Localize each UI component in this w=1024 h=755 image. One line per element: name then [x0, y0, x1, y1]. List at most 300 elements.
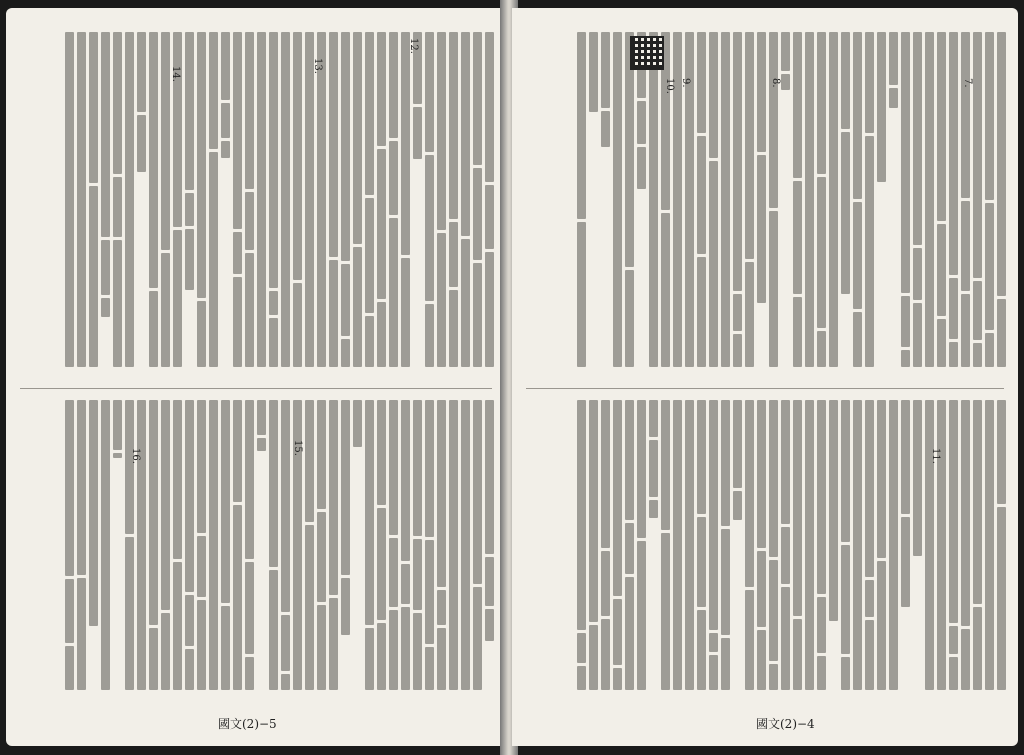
text-column — [937, 32, 946, 377]
question-number: 14. — [170, 66, 181, 82]
text-column — [89, 400, 98, 718]
text-line-placeholder — [793, 400, 802, 616]
text-line-placeholder — [77, 578, 86, 690]
text-line-placeholder — [233, 32, 242, 229]
text-line-placeholder — [685, 400, 694, 690]
text-line-placeholder — [89, 186, 98, 367]
text-column — [161, 32, 170, 377]
text-column — [589, 32, 598, 377]
text-line-placeholder — [721, 638, 730, 690]
text-column — [637, 400, 646, 718]
text-line-placeholder — [329, 598, 338, 690]
text-column — [733, 32, 742, 377]
text-line-placeholder — [377, 508, 386, 620]
text-column — [793, 32, 802, 377]
text-column — [901, 32, 910, 377]
text-line-placeholder — [317, 400, 326, 509]
text-column — [793, 400, 802, 718]
text-column — [961, 400, 970, 718]
text-line-placeholder — [197, 536, 206, 597]
text-column — [613, 400, 622, 718]
text-line-placeholder — [365, 32, 374, 195]
text-column — [485, 32, 494, 377]
right-top-text-columns — [524, 32, 1006, 377]
text-line-placeholder — [281, 32, 290, 367]
text-line-placeholder — [613, 400, 622, 596]
text-column — [757, 400, 766, 718]
text-line-placeholder — [661, 533, 670, 690]
text-column — [805, 400, 814, 718]
text-line-placeholder — [125, 32, 134, 367]
text-line-placeholder — [353, 32, 362, 244]
text-line-placeholder — [461, 239, 470, 367]
text-line-placeholder — [173, 562, 182, 690]
text-line-placeholder — [485, 185, 494, 249]
text-column — [877, 32, 886, 377]
text-column — [745, 400, 754, 718]
text-column — [949, 400, 958, 718]
text-line-placeholder — [209, 152, 218, 367]
text-line-placeholder — [197, 301, 206, 367]
text-line-placeholder — [185, 193, 194, 226]
text-line-placeholder — [341, 264, 350, 336]
text-line-placeholder — [901, 400, 910, 514]
text-line-placeholder — [329, 32, 338, 257]
text-line-placeholder — [673, 400, 682, 690]
text-line-placeholder — [281, 400, 290, 612]
text-line-placeholder — [817, 597, 826, 653]
text-column — [841, 400, 850, 718]
text-line-placeholder — [853, 32, 862, 199]
text-line-placeholder — [245, 32, 254, 189]
text-line-placeholder — [577, 32, 586, 219]
text-line-placeholder — [733, 400, 742, 488]
text-column — [293, 32, 302, 377]
text-line-placeholder — [817, 32, 826, 174]
text-line-placeholder — [949, 626, 958, 654]
text-line-placeholder — [997, 400, 1006, 504]
text-line-placeholder — [757, 630, 766, 690]
text-line-placeholder — [77, 32, 86, 367]
text-line-placeholder — [745, 400, 754, 587]
text-line-placeholder — [709, 32, 718, 158]
text-column — [805, 32, 814, 377]
text-line-placeholder — [473, 400, 482, 584]
text-column — [985, 32, 994, 377]
text-column — [817, 32, 826, 377]
text-line-placeholder — [389, 610, 398, 690]
text-line-placeholder — [161, 253, 170, 367]
text-column — [353, 400, 362, 718]
text-line-placeholder — [949, 342, 958, 367]
text-line-placeholder — [233, 277, 242, 367]
text-line-placeholder — [745, 590, 754, 690]
text-line-placeholder — [997, 32, 1006, 296]
text-line-placeholder — [865, 32, 874, 133]
text-line-placeholder — [389, 218, 398, 367]
text-column — [901, 400, 910, 718]
text-line-placeholder — [341, 400, 350, 575]
text-line-placeholder — [973, 607, 982, 690]
text-line-placeholder — [721, 32, 730, 367]
text-line-placeholder — [485, 32, 494, 182]
text-line-placeholder — [245, 657, 254, 690]
text-line-placeholder — [913, 400, 922, 556]
text-line-placeholder — [449, 222, 458, 287]
text-line-placeholder — [853, 400, 862, 690]
text-line-placeholder — [233, 232, 242, 274]
text-line-placeholder — [257, 32, 266, 367]
text-line-placeholder — [949, 400, 958, 623]
text-line-placeholder — [425, 304, 434, 367]
text-line-placeholder — [281, 615, 290, 671]
text-line-placeholder — [745, 262, 754, 367]
text-line-placeholder — [269, 318, 278, 367]
text-line-placeholder — [101, 240, 110, 295]
text-line-placeholder — [257, 400, 266, 435]
text-column — [721, 32, 730, 377]
text-line-placeholder — [637, 400, 646, 538]
text-column — [745, 32, 754, 377]
text-column — [65, 32, 74, 377]
text-column — [125, 32, 134, 377]
text-line-placeholder — [185, 32, 194, 190]
text-line-placeholder — [329, 260, 338, 367]
text-line-placeholder — [449, 290, 458, 367]
text-line-placeholder — [973, 32, 982, 278]
text-line-placeholder — [985, 400, 994, 690]
text-column — [485, 400, 494, 718]
text-line-placeholder — [721, 400, 730, 526]
text-line-placeholder — [757, 32, 766, 152]
text-line-placeholder — [425, 540, 434, 644]
text-line-placeholder — [733, 334, 742, 367]
text-line-placeholder — [661, 213, 670, 367]
text-line-placeholder — [937, 32, 946, 221]
text-column — [589, 400, 598, 718]
text-line-placeholder — [221, 103, 230, 138]
text-line-placeholder — [985, 333, 994, 367]
text-column — [829, 32, 838, 377]
text-column — [853, 400, 862, 718]
text-line-placeholder — [113, 453, 122, 458]
text-line-placeholder — [661, 400, 670, 530]
text-line-placeholder — [589, 32, 598, 112]
text-line-placeholder — [317, 605, 326, 690]
text-line-placeholder — [649, 400, 658, 437]
text-line-placeholder — [173, 32, 182, 227]
text-line-placeholder — [401, 400, 410, 561]
text-column — [185, 32, 194, 377]
text-column — [473, 32, 482, 377]
question-number: 7. — [962, 78, 973, 88]
text-column — [425, 400, 434, 718]
text-line-placeholder — [209, 400, 218, 690]
text-line-placeholder — [781, 74, 790, 90]
text-line-placeholder — [233, 505, 242, 690]
text-column — [413, 32, 422, 377]
text-column — [649, 400, 658, 718]
text-line-placeholder — [185, 649, 194, 690]
text-column — [401, 32, 410, 377]
text-line-placeholder — [449, 400, 458, 690]
text-line-placeholder — [937, 400, 946, 690]
question-number: 9. — [680, 78, 691, 88]
text-line-placeholder — [697, 136, 706, 254]
text-line-placeholder — [949, 657, 958, 690]
text-line-placeholder — [649, 440, 658, 497]
text-line-placeholder — [425, 32, 434, 152]
text-column — [281, 400, 290, 718]
text-line-placeholder — [973, 400, 982, 604]
text-line-placeholder — [985, 32, 994, 200]
text-column — [449, 32, 458, 377]
text-column — [389, 32, 398, 377]
text-line-placeholder — [473, 32, 482, 165]
text-line-placeholder — [161, 400, 170, 610]
text-column — [577, 400, 586, 718]
text-line-placeholder — [197, 600, 206, 690]
question-number: 16. — [130, 448, 141, 464]
text-line-placeholder — [245, 192, 254, 250]
text-column — [209, 400, 218, 718]
left-page-divider — [20, 388, 492, 389]
text-line-placeholder — [413, 107, 422, 159]
text-line-placeholder — [781, 527, 790, 584]
text-line-placeholder — [437, 400, 446, 587]
text-line-placeholder — [637, 147, 646, 189]
text-line-placeholder — [805, 32, 814, 367]
text-column — [257, 400, 266, 718]
text-line-placeholder — [781, 587, 790, 690]
text-line-placeholder — [413, 400, 422, 536]
text-line-placeholder — [853, 312, 862, 367]
text-column — [305, 400, 314, 718]
text-line-placeholder — [437, 628, 446, 690]
page-footer: 國文(2)−4 — [756, 717, 815, 731]
text-line-placeholder — [757, 551, 766, 627]
text-line-placeholder — [961, 400, 970, 626]
text-line-placeholder — [793, 32, 802, 178]
text-column — [697, 32, 706, 377]
text-line-placeholder — [625, 577, 634, 690]
text-line-placeholder — [137, 400, 146, 690]
text-line-placeholder — [817, 400, 826, 594]
text-line-placeholder — [625, 523, 634, 574]
text-line-placeholder — [769, 664, 778, 690]
left-page — [6, 8, 506, 746]
left-top-text-columns — [18, 32, 494, 377]
text-column — [269, 32, 278, 377]
text-line-placeholder — [601, 111, 610, 147]
text-line-placeholder — [461, 400, 470, 690]
left-page-bottom-section — [18, 400, 494, 718]
text-column — [997, 32, 1006, 377]
text-column — [173, 400, 182, 718]
text-line-placeholder — [149, 400, 158, 625]
text-line-placeholder — [269, 570, 278, 690]
page-footer: 國文(2)−5 — [218, 717, 277, 731]
text-column — [305, 32, 314, 377]
question-number: 13. — [312, 58, 323, 74]
text-line-placeholder — [781, 400, 790, 524]
text-line-placeholder — [745, 32, 754, 259]
text-line-placeholder — [757, 400, 766, 548]
text-line-placeholder — [625, 400, 634, 520]
text-column — [341, 32, 350, 377]
text-line-placeholder — [293, 32, 302, 280]
text-line-placeholder — [425, 400, 434, 537]
text-column — [329, 400, 338, 718]
text-line-placeholder — [161, 32, 170, 250]
text-line-placeholder — [389, 400, 398, 535]
text-line-placeholder — [485, 609, 494, 641]
text-column — [77, 400, 86, 718]
text-line-placeholder — [841, 132, 850, 294]
text-line-placeholder — [901, 517, 910, 607]
text-column — [925, 32, 934, 377]
text-line-placeholder — [269, 32, 278, 288]
text-line-placeholder — [413, 539, 422, 610]
text-column — [649, 32, 658, 377]
text-column — [149, 400, 158, 718]
text-line-placeholder — [401, 32, 410, 255]
text-column — [637, 32, 646, 377]
text-line-placeholder — [269, 291, 278, 315]
left-page-top-section — [18, 32, 494, 377]
text-line-placeholder — [89, 32, 98, 183]
text-column — [317, 32, 326, 377]
text-column — [221, 400, 230, 718]
text-line-placeholder — [113, 400, 122, 450]
text-line-placeholder — [817, 177, 826, 328]
text-line-placeholder — [709, 161, 718, 367]
text-line-placeholder — [377, 623, 386, 690]
left-bottom-text-columns — [18, 400, 494, 718]
text-column — [221, 32, 230, 377]
text-column — [577, 32, 586, 377]
text-column — [245, 400, 254, 718]
text-line-placeholder — [961, 294, 970, 367]
text-line-placeholder — [577, 400, 586, 630]
text-line-placeholder — [697, 517, 706, 607]
question-number: 15. — [292, 440, 303, 456]
text-line-placeholder — [341, 578, 350, 635]
text-line-placeholder — [961, 629, 970, 690]
text-line-placeholder — [901, 296, 910, 347]
text-line-placeholder — [365, 400, 374, 625]
text-line-placeholder — [613, 668, 622, 690]
text-column — [625, 32, 634, 377]
text-line-placeholder — [113, 32, 122, 174]
text-line-placeholder — [173, 230, 182, 367]
text-column — [65, 400, 74, 718]
text-line-placeholder — [197, 400, 206, 533]
text-line-placeholder — [625, 270, 634, 367]
text-column — [197, 32, 206, 377]
text-line-placeholder — [577, 633, 586, 663]
text-column — [973, 400, 982, 718]
text-column — [661, 400, 670, 718]
text-line-placeholder — [841, 32, 850, 129]
text-line-placeholder — [305, 400, 314, 522]
text-column — [269, 400, 278, 718]
text-line-placeholder — [841, 657, 850, 690]
text-column — [829, 400, 838, 718]
text-line-placeholder — [601, 400, 610, 548]
text-column — [973, 32, 982, 377]
text-line-placeholder — [485, 400, 494, 554]
text-line-placeholder — [245, 562, 254, 654]
text-line-placeholder — [853, 202, 862, 309]
text-column — [113, 400, 122, 718]
text-line-placeholder — [377, 302, 386, 367]
text-column — [781, 400, 790, 718]
text-line-placeholder — [365, 198, 374, 313]
text-column — [985, 400, 994, 718]
text-line-placeholder — [601, 551, 610, 616]
text-line-placeholder — [101, 298, 110, 317]
text-line-placeholder — [137, 32, 146, 112]
text-line-placeholder — [245, 253, 254, 367]
text-line-placeholder — [697, 257, 706, 367]
text-column — [473, 400, 482, 718]
text-column — [425, 32, 434, 377]
text-column — [601, 32, 610, 377]
text-column — [781, 32, 790, 377]
text-column — [625, 400, 634, 718]
text-column — [757, 32, 766, 377]
text-line-placeholder — [985, 203, 994, 330]
text-line-placeholder — [781, 32, 790, 71]
text-line-placeholder — [149, 32, 158, 288]
text-line-placeholder — [401, 258, 410, 367]
text-line-placeholder — [949, 32, 958, 275]
text-column — [281, 32, 290, 377]
text-line-placeholder — [997, 507, 1006, 690]
text-line-placeholder — [805, 400, 814, 690]
text-column — [949, 32, 958, 377]
text-column — [113, 32, 122, 377]
text-line-placeholder — [341, 339, 350, 367]
text-line-placeholder — [697, 610, 706, 690]
text-line-placeholder — [209, 32, 218, 149]
text-line-placeholder — [601, 619, 610, 690]
text-line-placeholder — [149, 628, 158, 690]
text-line-placeholder — [389, 141, 398, 215]
text-line-placeholder — [613, 32, 622, 367]
text-line-placeholder — [937, 319, 946, 367]
text-line-placeholder — [757, 155, 766, 303]
right-page-divider — [526, 388, 1004, 389]
text-column — [769, 400, 778, 718]
text-line-placeholder — [221, 32, 230, 100]
text-column — [173, 32, 182, 377]
question-number: 12. — [408, 38, 419, 54]
text-line-placeholder — [937, 224, 946, 316]
text-line-placeholder — [709, 655, 718, 690]
text-line-placeholder — [841, 545, 850, 654]
text-line-placeholder — [997, 299, 1006, 367]
text-column — [365, 400, 374, 718]
text-line-placeholder — [973, 343, 982, 367]
text-line-placeholder — [925, 400, 934, 690]
text-line-placeholder — [877, 32, 886, 182]
text-column — [377, 400, 386, 718]
text-column — [185, 400, 194, 718]
text-line-placeholder — [101, 32, 110, 237]
text-line-placeholder — [113, 177, 122, 237]
